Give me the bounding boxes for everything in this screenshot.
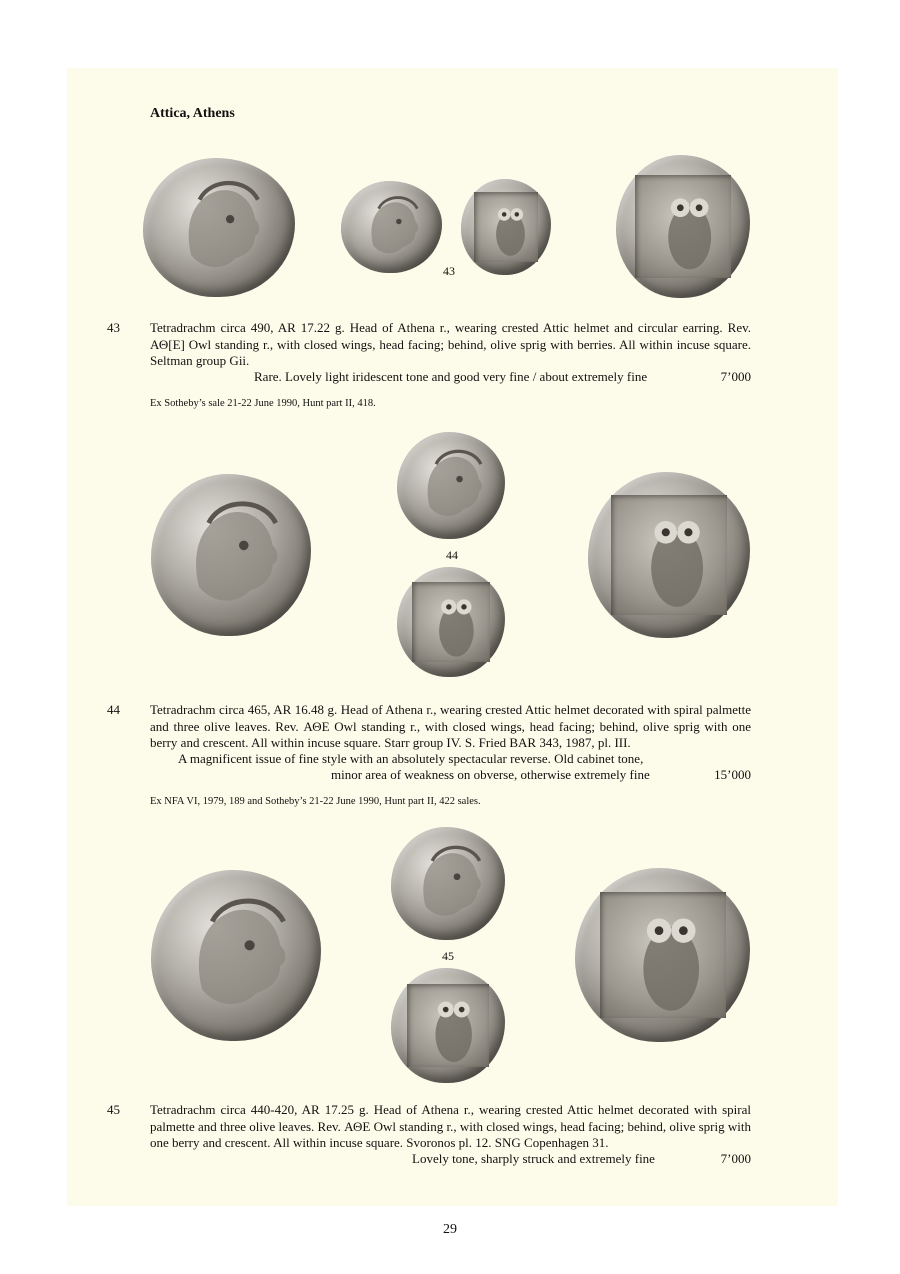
lot-number: 45 xyxy=(107,1102,120,1117)
coin-43-reverse-enlarged xyxy=(616,155,750,298)
coin-44-obverse-enlarged xyxy=(151,474,311,636)
athena-head-icon xyxy=(391,827,505,940)
coin-44-obverse xyxy=(397,432,505,539)
athena-head-icon xyxy=(151,474,311,636)
page-number: 29 xyxy=(443,1222,457,1237)
image-lot-number: 45 xyxy=(442,949,454,963)
section-title: Attica, Athens xyxy=(150,106,235,121)
coin-45-reverse-enlarged xyxy=(575,868,750,1042)
coin-43-obverse-enlarged xyxy=(143,158,295,297)
lot-evaluation: Rare. Lovely light iridescent tone and good very fine / about extremely fine xyxy=(254,369,648,384)
lot-provenance: Ex NFA VI, 1979, 189 and Sotheby’s 21-22 June 1990, Hunt part II, 422 sales. xyxy=(150,796,481,807)
coin-45-reverse xyxy=(391,968,505,1083)
owl-icon xyxy=(616,155,750,298)
owl-icon xyxy=(397,567,505,677)
coin-44-reverse xyxy=(397,567,505,677)
coin-45-obverse-enlarged xyxy=(151,870,321,1041)
image-lot-number: 43 xyxy=(443,264,455,278)
lot-evaluation: Lovely tone, sharply struck and extremely fine xyxy=(412,1151,655,1166)
owl-icon xyxy=(588,472,750,638)
lot-number: 44 xyxy=(107,702,120,717)
athena-head-icon xyxy=(341,181,442,273)
owl-icon xyxy=(461,179,551,275)
lot-description: Tetradrachm circa 490, AR 17.22 g. Head of Athena r., wearing crested Attic helmet and circular earring. Rev. ΑΘ[Ε] Owl standing r., with closed wings, head facing; behind, olive sprig with berries. All within incuse square. Seltman group Gii. xyxy=(150,320,751,368)
athena-head-icon xyxy=(151,870,321,1041)
lot-number: 43 xyxy=(107,320,120,335)
coin-44-reverse-enlarged xyxy=(588,472,750,638)
athena-head-icon xyxy=(397,432,505,539)
image-lot-number: 44 xyxy=(446,548,458,562)
coin-43-obverse xyxy=(341,181,442,273)
lot-provenance: Ex Sotheby’s sale 21-22 June 1990, Hunt part II, 418. xyxy=(150,398,376,409)
coin-45-obverse xyxy=(391,827,505,940)
lot-price: 7’000 xyxy=(720,1151,751,1166)
coin-43-reverse xyxy=(461,179,551,275)
athena-head-icon xyxy=(143,158,295,297)
owl-icon xyxy=(575,868,750,1042)
lot-evaluation: A magnificent issue of fine style with an absolutely spectacular reverse. Old cabinet tone, xyxy=(178,751,644,766)
lot-price: 15’000 xyxy=(714,767,751,782)
lot-description: Tetradrachm circa 465, AR 16.48 g. Head of Athena r., wearing crested Attic helmet decorated with spiral palmette and three olive leaves. Rev. ΑΘΕ Owl standing r., with closed wings, head facing; behind, olive sprig with one berry and crescent. All within incuse square. Starr group IV. S. Fried BAR 343, 1987, pl. III. xyxy=(150,702,751,750)
owl-icon xyxy=(391,968,505,1083)
lot-evaluation: minor area of weakness on obverse, otherwise extremely fine xyxy=(331,767,650,782)
lot-price: 7’000 xyxy=(720,369,751,384)
lot-description: Tetradrachm circa 440-420, AR 17.25 g. Head of Athena r., wearing crested Attic helmet decorated with spiral palmette and three olive leaves. Rev. ΑΘΕ Owl standing r., with closed wings, head facing; behind, olive sprig with one berry and crescent. All within incuse square. Svoronos pl. 12. SNG Copenhagen 31. xyxy=(150,1102,751,1150)
